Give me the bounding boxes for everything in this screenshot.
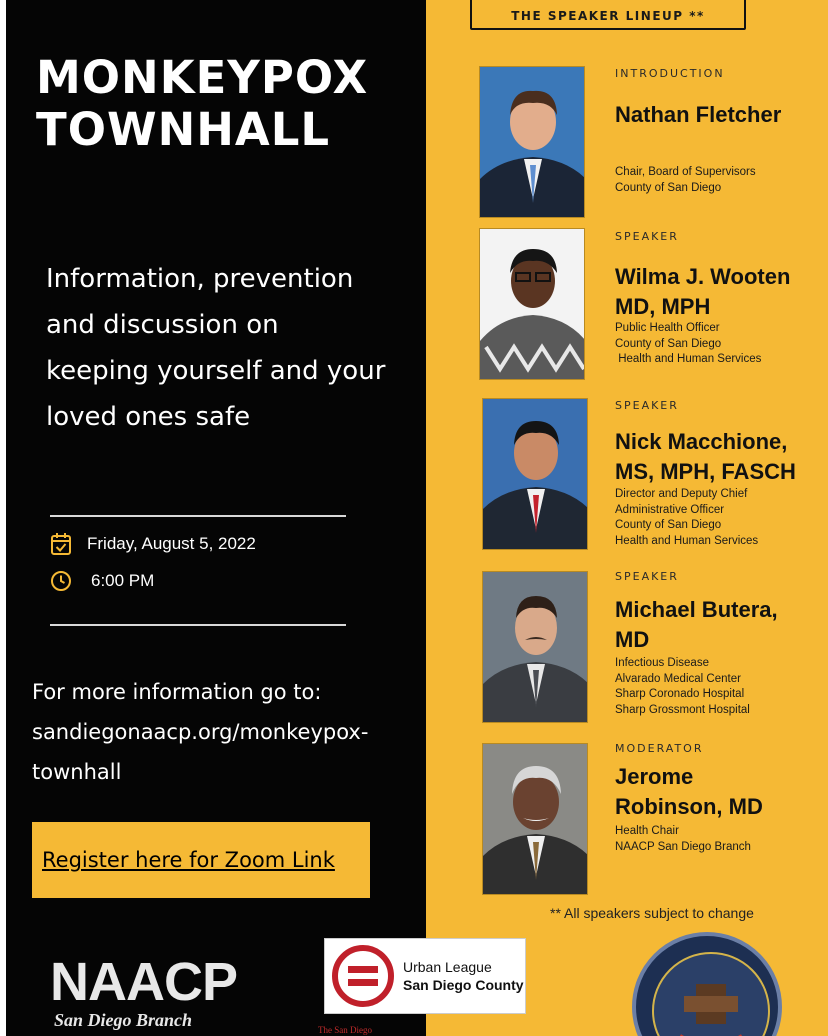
title-line-1: MONKEYPOX	[36, 51, 369, 104]
speaker-role: SPEAKER	[615, 399, 679, 412]
register-zoom-label: Register here for Zoom Link	[42, 848, 335, 872]
speaker-role: SPEAKER	[615, 570, 679, 583]
naacp-branch: San Diego Branch	[54, 1010, 193, 1030]
speaker-details: Director and Deputy Chief Administrative Officer County of San Diego Health and Human Services	[615, 488, 759, 547]
calendar-icon	[50, 532, 72, 556]
speaker-photo	[482, 571, 588, 723]
speaker-photo	[479, 66, 585, 218]
divider-bottom	[50, 624, 346, 626]
portrait-icon	[483, 399, 588, 550]
speaker-role: INTRODUCTION	[615, 67, 725, 80]
speaker-details: Health Chair NAACP San Diego Branch	[615, 825, 751, 853]
speaker-name-line: Wilma J. Wooten	[615, 264, 791, 289]
speaker-name-line: Jerome	[615, 764, 694, 789]
event-title	[36, 52, 368, 156]
portrait-icon	[483, 572, 588, 723]
portrait-icon	[480, 229, 585, 380]
event-time-row	[50, 570, 154, 592]
speaker-details: Chair, Board of Supervisors County of San Diego	[615, 166, 756, 194]
speaker-name-line: Michael Butera,	[615, 597, 778, 622]
naacp-logo: NAACP	[50, 952, 238, 1012]
speaker-name-line: MD, MPH	[615, 294, 711, 319]
speaker-name-line: Robinson, MD	[615, 794, 763, 819]
speaker-name	[615, 595, 778, 655]
event-date-row	[50, 532, 256, 556]
speaker-name	[615, 100, 781, 130]
more-info	[32, 672, 412, 792]
portrait-icon	[483, 744, 588, 895]
speaker-name	[615, 262, 790, 322]
speaker-details: Infectious Disease Alvarado Medical Center Sharp Coronado Hospital Sharp Grossmont Hospital	[615, 657, 750, 716]
speaker-photo	[479, 228, 585, 380]
lineup-heading: THE SPEAKER LINEUP **	[470, 0, 746, 30]
lineup-note: ** All speakers subject to change	[550, 905, 754, 921]
more-info-link[interactable]: sandiegonaacp.org/monkeypox-townhall	[32, 720, 369, 784]
divider-top	[50, 515, 346, 517]
register-zoom-button[interactable]	[32, 822, 370, 898]
speaker-name-line: MD	[615, 627, 650, 652]
speaker-name-line: MS, MPH, FASCH	[615, 459, 796, 484]
speaker-photo	[482, 743, 588, 895]
speaker-role: SPEAKER	[615, 230, 679, 243]
speaker-name	[615, 427, 796, 487]
urban-league-name: Urban League	[403, 959, 492, 975]
portrait-icon	[480, 67, 585, 218]
equal-sign-icon	[331, 944, 395, 1008]
speaker-details: Public Health Officer County of San Diego Health and Human Services	[615, 322, 762, 365]
clock-icon	[50, 570, 72, 592]
event-date: Friday, August 5, 2022	[87, 534, 256, 553]
poster	[6, 0, 828, 1036]
partial-sponsor-text: The San Diego	[318, 1025, 372, 1035]
speaker-photo	[482, 398, 588, 550]
more-info-label: For more information go to:	[32, 680, 322, 704]
urban-league-county: San Diego County	[403, 977, 524, 993]
speaker-name-line: Nathan Fletcher	[615, 102, 782, 127]
left-panel	[6, 0, 426, 1036]
urban-league-logo	[324, 938, 526, 1014]
event-tagline: Information, prevention and discussion on keeping yourself and your loved ones safe	[46, 264, 386, 432]
event-time: 6:00 PM	[91, 571, 155, 590]
speaker-role: MODERATOR	[615, 742, 704, 755]
speaker-name	[615, 762, 763, 822]
title-line-2: TOWNHALL	[36, 103, 331, 156]
speaker-name-line: Nick Macchione,	[615, 429, 788, 454]
